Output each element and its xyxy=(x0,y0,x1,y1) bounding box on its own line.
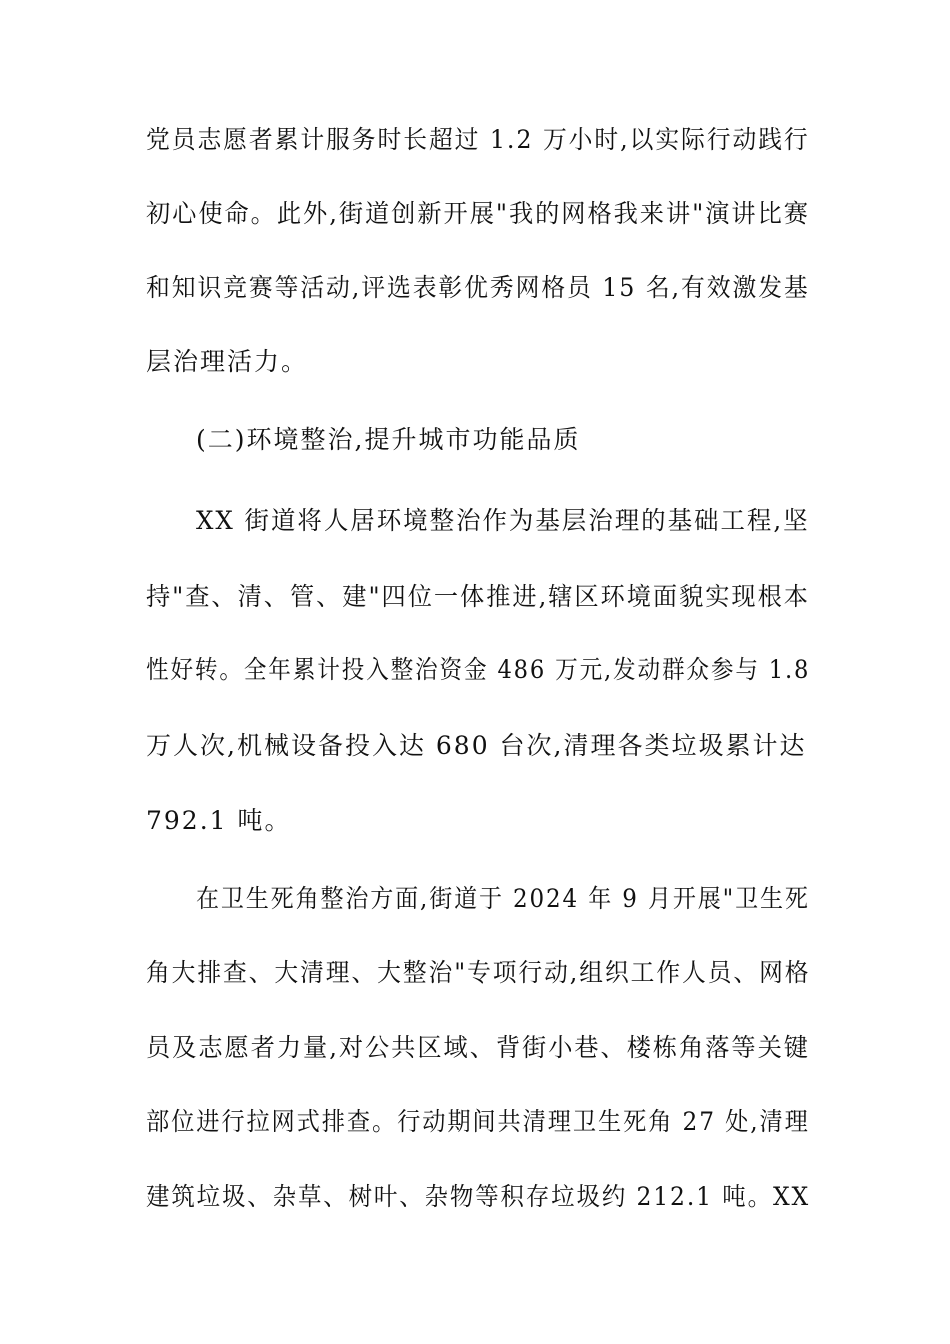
section-heading: (二)环境整治,提升城市功能品质 xyxy=(196,425,581,454)
paragraph-1-line-2: 初心使命。此外,街道创新开展"我的网格我来讲"演讲比赛 xyxy=(146,199,810,228)
paragraph-3-line-3: 员及志愿者力量,对公共区域、背街小巷、楼栋角落等关键 xyxy=(146,1033,810,1062)
paragraph-3-line-1: 在卫生死角整治方面,街道于 2024 年 9 月开展"卫生死 xyxy=(196,884,810,913)
paragraph-2-line-4: 万人次,机械设备投入达 680 台次,清理各类垃圾累计达 xyxy=(146,731,807,760)
paragraph-3-line-2: 角大排查、大清理、大整治"专项行动,组织工作人员、网格 xyxy=(146,958,811,987)
paragraph-3-line-5: 建筑垃圾、杂草、树叶、杂物等积存垃圾约 212.1 吨。XX xyxy=(146,1182,811,1211)
paragraph-2-line-5: 792.1 吨。 xyxy=(146,806,292,835)
paragraph-3-line-4: 部位进行拉网式排查。行动期间共清理卫生死角 27 处,清理 xyxy=(146,1107,810,1136)
paragraph-1-line-4: 层治理活力。 xyxy=(146,347,309,376)
paragraph-2-line-3: 性好转。全年累计投入整治资金 486 万元,发动群众参与 1.8 xyxy=(146,655,811,684)
paragraph-2-line-1: XX 街道将人居环境整治作为基层治理的基础工程,坚 xyxy=(196,506,810,535)
paragraph-2-line-2: 持"查、清、管、建"四位一体推进,辖区环境面貌实现根本 xyxy=(146,582,810,611)
paragraph-1-line-3: 和知识竞赛等活动,评选表彰优秀网格员 15 名,有效激发基 xyxy=(146,273,810,302)
paragraph-1-line-1: 党员志愿者累计服务时长超过 1.2 万小时,以实际行动践行 xyxy=(146,125,810,154)
